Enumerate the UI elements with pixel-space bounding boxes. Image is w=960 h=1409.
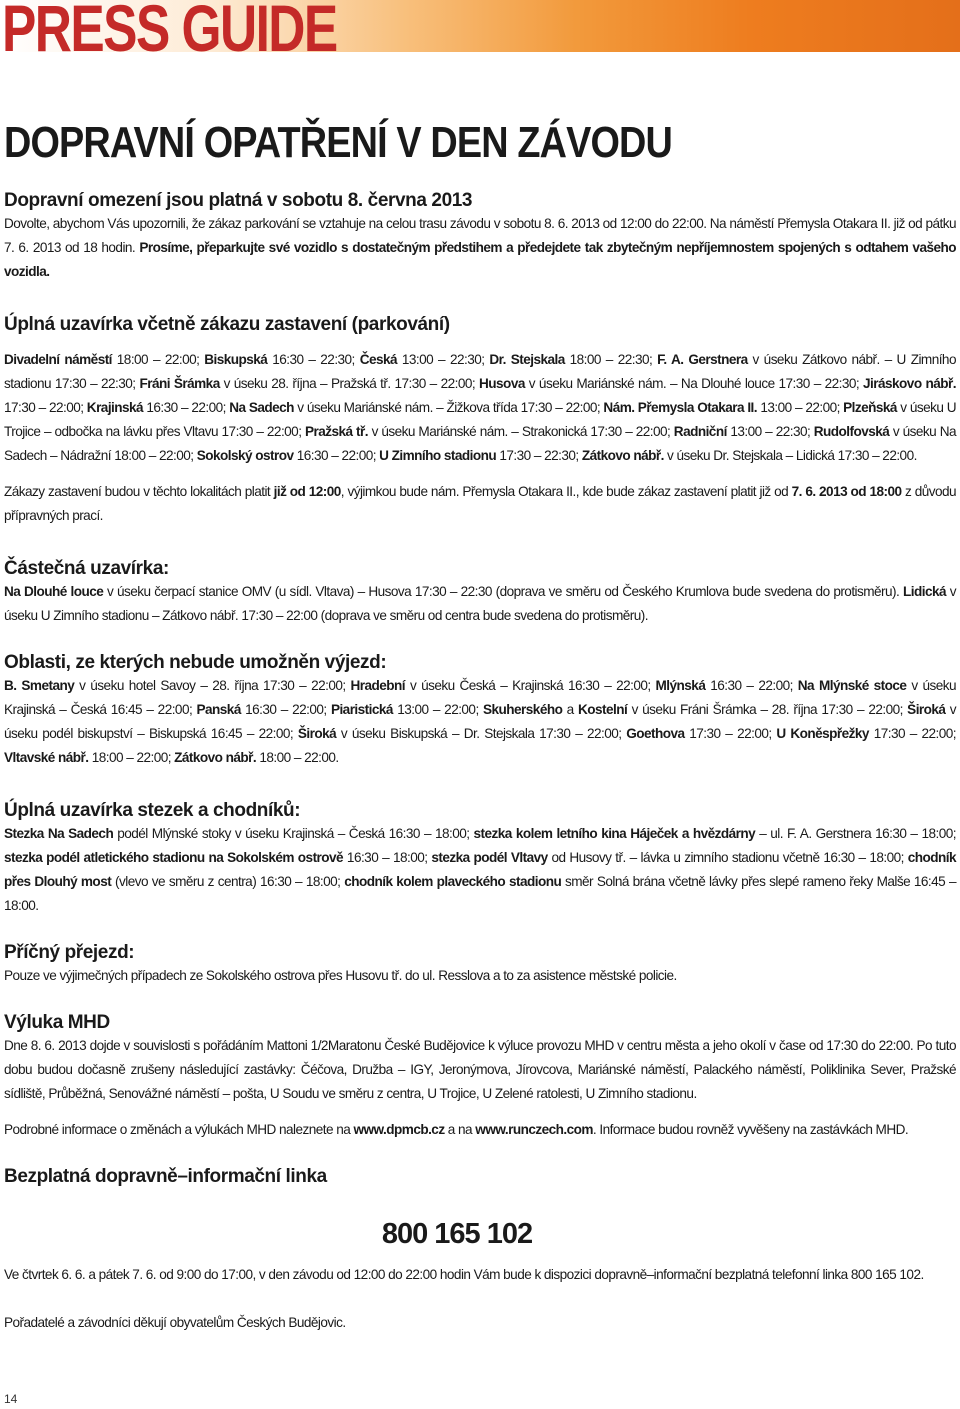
paths-text	[4, 822, 956, 918]
bold-segment: Mlýnská	[655, 678, 706, 693]
text-segment: 16:30 – 22:00;	[293, 448, 380, 463]
bold-segment: www.runczech.com	[475, 1122, 593, 1137]
bold-segment: Fráni Šrámka	[139, 376, 220, 391]
press-guide-banner	[0, 0, 960, 52]
bold-segment: Na Mlýnské stoce	[797, 678, 907, 693]
text-segment: od Husovy tř. – lávka u zimního stadionu včetně 16:30 – 18:00;	[547, 850, 908, 865]
text-segment: a	[562, 702, 579, 717]
bold-segment: U Zimního stadionu	[379, 448, 497, 463]
mhd-section	[4, 1012, 956, 1142]
text-segment: Zákazy zastavení budou v těchto lokalitách platit	[4, 484, 274, 499]
bold-segment: Plzeňská	[843, 400, 897, 415]
text-segment: v úseku Mariánské nám. – Na Dlouhé louce 17:30 – 22:30;	[524, 376, 864, 391]
partial-closure-section	[4, 558, 956, 628]
intro-heading: Dopravní omezení jsou platná v sobotu 8. června 2013	[4, 190, 473, 211]
hotline-text: Ve čtvrtek 6. 6. a pátek 7. 6. od 9:00 do 17:00, v den závodu od 12:00 do 22:00 hodin Vám bude k dispozici dopravně–informační bezplatná telefonní linka 800 165 102.	[4, 1267, 924, 1282]
mhd-text: Dne 8. 6. 2013 dojde v souvislosti s pořádáním Mattoni 1/2Maratonu České Budějovice k výluce provozu MHD v centru města a jeho okolí v čase od 17:30 do 22:00. Po tuto dobu budou dočasně zrušeny následující zastávky: Čéčova, Družba – IGY, Jeronýmova, Jírovcova, Mariánské náměstí, Palackého náměstí, Poliklinika Sever, Pražské sídliště, Průběžná, Senovážné náměstí – pošta, U Soudu ve směru z centra, U Trojice, U Zelené ratolesti, U Zimního stadionu.	[4, 1038, 956, 1101]
text-segment: v úseku U Zimního stadionu – Zátkovo nábř. 17:30 – 22:00 (doprava ve směru od centra bude svedena do protisměru).	[4, 584, 956, 623]
text-segment: . Informace budou rovněž vyvěšeny na zastávkách MHD.	[592, 1122, 909, 1137]
text-segment: 13:00 – 22:00;	[392, 702, 484, 717]
page-number: 14	[4, 1392, 18, 1406]
bold-segment: již od 12:00	[273, 484, 341, 499]
text-segment: – ul. F. A. Gerstnera 16:30 – 18:00;	[755, 826, 956, 841]
bold-segment: Sokolský ostrov	[196, 448, 294, 463]
text-segment: a na	[444, 1122, 476, 1137]
intro-paragraph	[4, 212, 956, 284]
bold-segment: stezka kolem letního kina Háječek a hvězdárny	[473, 826, 756, 841]
bold-segment: Na Sadech	[229, 400, 294, 415]
bold-segment: www.dpmcb.cz	[353, 1122, 445, 1137]
text-segment: 16:30 – 22:30;	[267, 352, 360, 367]
bold-segment: stezka podél atletického stadionu na Sokolském ostrově	[4, 850, 344, 865]
full-closure-note	[4, 480, 956, 528]
text-segment: 13:00 – 22:30;	[397, 352, 490, 367]
bold-segment: chodník přes Dlouhý most	[4, 850, 956, 889]
bold-segment: Široká	[907, 702, 946, 717]
bold-segment: Husova	[479, 376, 525, 391]
bold-segment: stezka podél Vltavy	[431, 850, 548, 865]
text-segment: v úseku Dr. Stejskala – Lidická 17:30 – 22:00.	[663, 448, 917, 463]
bold-segment: Kostelní	[578, 702, 628, 717]
text-segment: 16:30 – 18:00;	[343, 850, 432, 865]
paths-section	[4, 800, 956, 918]
text-segment: 16:30 – 22:00;	[143, 400, 230, 415]
bold-segment: Stezka Na Sadech	[4, 826, 114, 841]
crossing-heading: Příčný přejezd:	[4, 942, 135, 963]
text-segment: 16:30 – 22:00;	[705, 678, 798, 693]
bold-segment: Lidická	[902, 584, 946, 599]
intro-bold-text: Prosíme, přeparkujte své vozidlo s dostatečným předstihem a předejdete tak zbytečným nepříjemnostem spojených s odtahem vašeho vozidla.	[4, 240, 956, 279]
bold-segment: Česká	[359, 352, 397, 367]
intro-section	[4, 190, 956, 284]
text-segment: 18:00 – 22:00;	[111, 352, 205, 367]
thanks-text: Pořadatelé a závodníci děkují obyvatelům Českých Budějovic.	[4, 1315, 346, 1330]
mhd-heading: Výluka MHD	[4, 1012, 110, 1033]
bold-segment: Na Dlouhé louce	[4, 584, 104, 599]
bold-segment: chodník kolem plaveckého stadionu	[344, 874, 562, 889]
full-closure-section	[4, 314, 956, 528]
bold-segment: Radniční	[673, 424, 727, 439]
full-closure-streets	[4, 348, 956, 468]
bold-segment: Zátkovo nábř.	[174, 750, 257, 765]
bold-segment: Biskupská	[204, 352, 268, 367]
text-segment: Podrobné informace o změnách a výlukách MHD naleznete na	[4, 1122, 354, 1137]
bold-segment: Piaristická	[330, 702, 393, 717]
crossing-section	[4, 942, 956, 988]
text-segment: v úseku Na Sadech – Nádražní 18:00 – 22:00;	[4, 424, 957, 463]
partial-closure-heading: Částečná uzavírka:	[4, 558, 169, 579]
mhd-info	[4, 1118, 956, 1142]
text-segment: v úseku podél biskupství – Biskupská 16:45 – 22:00;	[4, 702, 957, 741]
intro-text: Dovolte, abychom Vás upozornili, že zákaz parkování se vztahuje na celou trasu závodu v sobotu 8. 6. 2013 od 12:00 do 22:00. Na náměstí Přemysla Otakara II. již od pátku 7. 6. 2013 od 18 hodin.	[4, 216, 956, 255]
text-segment: 18:00 – 22:00;	[88, 750, 175, 765]
bold-segment: 7. 6. 2013 od 18:00	[791, 484, 902, 499]
bold-segment: Zátkovo nábř.	[581, 448, 664, 463]
text-segment: v úseku čerpací stanice OMV (u sídl. Vltava) – Husova 17:30 – 22:30 (doprava ve směru od Českého Krumlova bude svedena do protisměru).	[103, 584, 903, 599]
text-segment: v úseku Mariánské nám. – Žižkova třída 17:30 – 22:00;	[293, 400, 604, 415]
bold-segment: Dr. Stejskala	[489, 352, 565, 367]
bold-segment: F. A. Gerstnera	[657, 352, 748, 367]
bold-segment: Pražská tř.	[304, 424, 369, 439]
text-segment: 18:00 – 22:00.	[256, 750, 339, 765]
text-segment: 17:30 – 22:00;	[684, 726, 777, 741]
text-segment: 17:30 – 22:00;	[4, 400, 87, 415]
bold-segment: Široká	[297, 726, 337, 741]
no-exit-text	[4, 674, 956, 770]
no-exit-heading: Oblasti, ze kterých nebude umožněn výjezd:	[4, 652, 387, 673]
bold-segment: Jiráskovo nábř.	[863, 376, 956, 391]
bold-segment: Skuherského	[483, 702, 563, 717]
bold-segment: Vltavské nábř.	[4, 750, 89, 765]
full-closure-heading: Úplná uzavírka včetně zákazu zastavení (parkování)	[4, 314, 450, 335]
bold-segment: Divadelní náměstí	[4, 352, 112, 367]
text-segment: v úseku hotel Savoy – 28. října 17:30 – 22:00;	[74, 678, 351, 693]
banner-title: PRESS GUIDE	[2, 0, 337, 52]
text-segment: směr Solná brána včetně lávky přes slepé rameno řeky Malše 16:45 – 18:00.	[4, 874, 956, 913]
text-segment: z důvodu přípravných prací.	[4, 484, 957, 523]
bold-segment: B. Smetany	[4, 678, 75, 693]
text-segment: v úseku Mariánské nám. – Strakonická 17:30 – 22:00;	[368, 424, 674, 439]
partial-closure-text	[4, 580, 956, 628]
text-segment: 17:30 – 22:00;	[868, 726, 956, 741]
text-segment: v úseku Česká – Krajinská 16:30 – 22:00;	[405, 678, 656, 693]
text-segment: , výjimkou bude nám. Přemysla Otakara II., kde bude zákaz zastavení platit již od	[340, 484, 792, 499]
document-body	[4, 118, 956, 1335]
text-segment: podél Mlýnské stoky v úseku Krajinská – Česká 16:30 – 18:00;	[113, 826, 474, 841]
hotline-heading: Bezplatná dopravně–informační linka	[4, 1166, 327, 1187]
bold-segment: Krajinská	[86, 400, 144, 415]
hotline-section	[4, 1166, 956, 1287]
hotline-number: 800 165 102	[381, 1218, 533, 1250]
bold-segment: Hradební	[350, 678, 406, 693]
bold-segment: Goethova	[626, 726, 685, 741]
text-segment: v úseku Biskupská – Dr. Stejskala 17:30 – 22:00;	[336, 726, 627, 741]
bold-segment: Nám. Přemysla Otakara II.	[603, 400, 758, 415]
text-segment: 13:00 – 22:30;	[726, 424, 814, 439]
text-segment: 17:30 – 22:30;	[496, 448, 582, 463]
bold-segment: Rudolfovská	[813, 424, 890, 439]
text-segment: 18:00 – 22:30;	[564, 352, 658, 367]
bold-segment: Panská	[196, 702, 241, 717]
no-exit-section	[4, 652, 956, 770]
text-segment: v úseku Zátkovo nábř. – U Zimního stadionu 17:30 – 22:30;	[4, 352, 956, 391]
page-title: DOPRAVNÍ OPATŘENÍ V DEN ZÁVODU	[4, 118, 672, 167]
text-segment: v úseku 28. října – Pražská tř. 17:30 – 22:00;	[219, 376, 480, 391]
paths-heading: Úplná uzavírka stezek a chodníků:	[4, 800, 301, 821]
text-segment: 13:00 – 22:00;	[757, 400, 844, 415]
text-segment: 16:30 – 22:00;	[240, 702, 331, 717]
bold-segment: U Koněspřežky	[776, 726, 869, 741]
crossing-text: Pouze ve výjimečných případech ze Sokolského ostrova přes Husovu tř. do ul. Resslova a to za asistence městské policie.	[4, 968, 677, 983]
text-segment: v úseku U Trojice – odbočka na lávku přes Vltavu 17:30 – 22:00;	[4, 400, 957, 439]
text-segment: v úseku Fráni Šrámka – 28. října 17:30 – 22:00;	[627, 702, 908, 717]
text-segment: (vlevo ve směru z centra) 16:30 – 18:00;	[111, 874, 345, 889]
text-segment: v úseku Krajinská – Česká 16:45 – 22:00;	[4, 678, 956, 717]
